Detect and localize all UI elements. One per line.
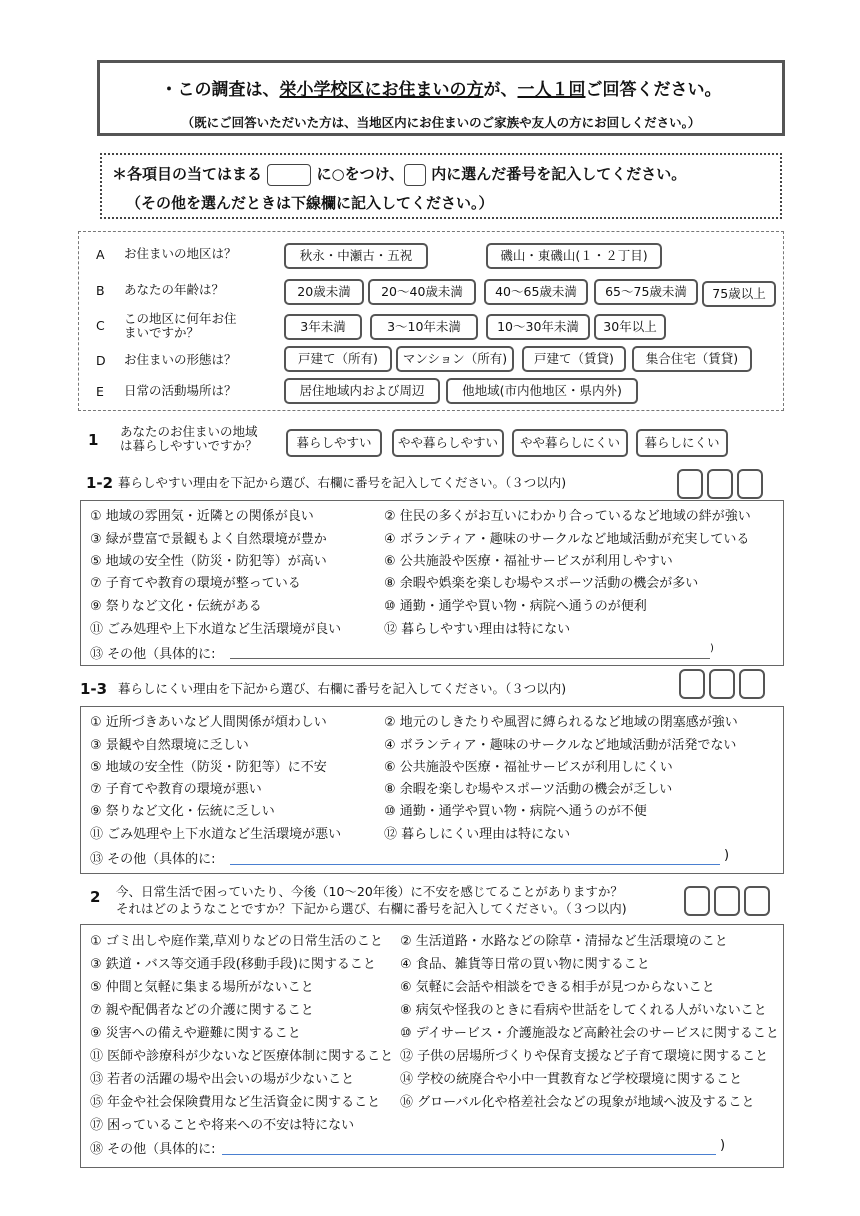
q1-2-answer-box-1[interactable] (677, 469, 703, 499)
q1-2-other-input[interactable] (230, 658, 710, 659)
q2-item: ⑥ 気軽に会話や相談をできる相手が見つからないこと (400, 980, 715, 995)
q1-3-item: ⑤ 地域の安全性（防災・防犯等）に不安 (90, 760, 327, 775)
q1-3-item: ⑨ 祭りなど文化・伝統に乏しい (90, 804, 275, 819)
q1-3-answer-box-3[interactable] (739, 669, 765, 699)
instructions-box (100, 153, 782, 219)
demo-question: 日常の活動場所は？ (124, 383, 237, 398)
q1-2-item: ① 地域の雰囲気・近隣との関係が良い (90, 509, 314, 524)
demo-question: お住まいの地区は？ (124, 246, 237, 261)
q2-item: ⑭ 学校の統廃合や小中一貫教育など学校環境に関すること (400, 1072, 743, 1087)
q2-item: ⑤ 仲間と気軽に集まる場所がないこと (90, 980, 314, 995)
demo-option[interactable]: マンション（所有) (396, 346, 514, 372)
q2-item: ⑪ 医師や診療科が少ないなど医療体制に関すること (90, 1049, 394, 1064)
q2-item: ⑦ 親や配偶者などの介護に関すること (90, 1003, 314, 1018)
demo-option[interactable]: 20歳未満 (284, 279, 364, 305)
demo-option[interactable]: 75歳以上 (702, 281, 776, 307)
q2-answer-box-3[interactable] (744, 886, 770, 916)
header-title: ・この調査は、栄小学校区にお住まいの方が、一人１回ご回答ください。 (160, 80, 722, 100)
demo-letter: A (96, 247, 105, 262)
demo-option[interactable]: 戸建て（賃貸) (522, 346, 626, 372)
q1-3-item: ⑪ ごみ処理や上下水道など生活環境が悪い (90, 827, 342, 842)
demo-question: あなたの年齢は？ (124, 282, 225, 297)
demo-option[interactable]: 秋永・中瀬古・五祝 (284, 243, 428, 269)
q2-answer-box-2[interactable] (714, 886, 740, 916)
q2-item: ③ 鉄道・バス等交通手段(移動手段)に関すること (90, 957, 376, 972)
demo-option[interactable]: 10～30年未満 (486, 314, 590, 340)
option-box-sample (267, 164, 311, 186)
q1-3-other-label: ⑬ その他（具体的に: (90, 852, 216, 867)
q2-item: ④ 食品、雑貨等日常の買い物に関すること (400, 957, 650, 972)
demo-option[interactable]: 居住地域内および周辺 (284, 378, 440, 404)
q1-2-item: ③ 緑が豊富で景観もよく自然環境が豊か (90, 532, 327, 547)
demo-option[interactable]: 65～75歳未満 (594, 279, 698, 305)
q1-3-item: ⑩ 通勤・通学や買い物・病院へ通うのが不便 (384, 804, 647, 819)
header-note: （既にご回答いただいた方は、当地区内にお住まいのご家族や友人の方にお回しください。） (181, 115, 701, 130)
q1-3-item: ③ 景観や自然環境に乏しい (90, 738, 249, 753)
demo-option[interactable]: 30年以上 (594, 314, 666, 340)
demo-question: この地区に何年お住 まいですか？ (124, 311, 237, 340)
survey-header (97, 60, 785, 136)
q2-item: ⑩ デイサービス・介護施設など高齢社会のサービスに関すること (400, 1026, 779, 1041)
q2-item: ⑮ 年金や社会保険費用など生活資金に関すること (90, 1095, 381, 1110)
q1-2-item: ⑪ ごみ処理や上下水道など生活環境が良い (90, 622, 342, 637)
q1-2-answer-box-2[interactable] (707, 469, 733, 499)
q1-3-item: ⑧ 余暇を楽しむ場やスポーツ活動の機会が乏しい (384, 782, 673, 797)
q2-item: ② 生活道路・水路などの除草・清掃など生活環境のこと (400, 934, 728, 949)
demo-option[interactable]: 3～10年未満 (370, 314, 478, 340)
instruction-line-2: （その他を選んだときは下線欄に記入してください。） (126, 194, 494, 212)
q2-item: ⑯ グローバル化や格差社会などの現象が地域へ波及すること (400, 1095, 755, 1110)
q1-2-item: ⑨ 祭りなど文化・伝統がある (90, 599, 262, 614)
demo-option[interactable]: 他地域(市内他地区・県内外) (446, 378, 638, 404)
q1-2-answer-box-3[interactable] (737, 469, 763, 499)
q1-2-item: ④ ボランティア・趣味のサークルなど地域活動が充実している (384, 532, 750, 547)
number-box-sample (404, 164, 426, 186)
q1-3-other-close: ) (724, 848, 730, 863)
q1-option[interactable]: やや暮らしやすい (392, 429, 504, 457)
q1-2-item: ⑧ 余暇や娯楽を楽しむ場やスポーツ活動の機会が多い (384, 576, 699, 591)
instruction-line-1: ＊各項目の当てはまる に○をつけ、 内に選んだ番号を記入してください。 (112, 163, 686, 186)
q1-2-item: ⑤ 地域の安全性（防災・防犯等）が高い (90, 554, 327, 569)
q2-question-line-2: それはどのようなことですか？下記から選び、右欄に番号を記入してください。（３つ以内) (116, 901, 627, 916)
demo-letter: E (96, 384, 104, 399)
q1-2-item: ⑫ 暮らしやすい理由は特にない (384, 622, 571, 637)
q1-2-item: ⑥ 公共施設や医療・福祉サービスが利用しやすい (384, 554, 673, 569)
q1-2-item: ⑩ 通勤・通学や買い物・病院へ通うのが便利 (384, 599, 647, 614)
q1-3-item: ⑫ 暮らしにくい理由は特にない (384, 827, 571, 842)
q1-option[interactable]: 暮らしやすい (286, 429, 382, 457)
q1-2-question: 暮らしやすい理由を下記から選び、右欄に番号を記入してください。（３つ以内) (118, 475, 567, 490)
q1-question: あなたのお住まいの地域 は暮らしやすいですか？ (120, 424, 258, 453)
q1-2-other-close: ) (710, 643, 714, 654)
q1-3-item: ⑦ 子育てや教育の環境が悪い (90, 782, 262, 797)
q1-3-number: 1-3 (80, 680, 108, 698)
q1-3-answer-box-2[interactable] (709, 669, 735, 699)
q2-item: ⑧ 病気や怪我のときに看病や世話をしてくれる人がいないこと (400, 1003, 767, 1018)
demo-letter: D (96, 353, 106, 368)
demo-option[interactable]: 戸建て（所有) (284, 346, 392, 372)
q2-number: 2 (90, 888, 101, 906)
q1-option[interactable]: 暮らしにくい (636, 429, 728, 457)
q1-3-question: 暮らしにくい理由を下記から選び、右欄に番号を記入してください。（３つ以内) (118, 681, 567, 696)
q2-question-line-1: 今、日常生活で困っていたり、今後（10～20年後）に不安を感じてることがありますか？ (116, 884, 623, 899)
demo-letter: C (96, 318, 105, 333)
q1-2-item: ② 住民の多くがお互いにわかり合っているなど地域の絆が強い (384, 509, 751, 524)
q1-3-item: ① 近所づきあいなど人間関係が煩わしい (90, 715, 327, 730)
q1-option[interactable]: やや暮らしにくい (512, 429, 628, 457)
q1-3-answer-box-1[interactable] (679, 669, 705, 699)
q2-item: ① ゴミ出しや庭作業,草刈りなどの日常生活のこと (90, 934, 383, 949)
q1-2-number: 1-2 (86, 474, 114, 492)
q2-other-label: ⑱ その他（具体的に: (90, 1142, 216, 1157)
demo-option[interactable]: 3年未満 (284, 314, 362, 340)
demo-option[interactable]: 集合住宅（賃貸) (632, 346, 752, 372)
q2-item: ⑬ 若者の活躍の場や出会いの場が少ないこと (90, 1072, 355, 1087)
q1-3-other-input[interactable] (230, 864, 720, 865)
q2-other-input[interactable] (222, 1154, 716, 1155)
demo-option[interactable]: 磯山・東磯山(１・２丁目) (486, 243, 662, 269)
q1-2-item: ⑦ 子育てや教育の環境が整っている (90, 576, 301, 591)
q1-3-item: ④ ボランティア・趣味のサークルなど地域活動が活発でない (384, 738, 737, 753)
q1-3-item: ② 地元のしきたりや風習に縛られるなど地域の閉塞感が強い (384, 715, 738, 730)
q2-item: ⑰ 困っていることや将来への不安は特にない (90, 1118, 355, 1133)
q1-2-other-label: ⑬ その他（具体的に: (90, 647, 216, 662)
demo-option[interactable]: 40～65歳未満 (484, 279, 588, 305)
demo-letter: B (96, 283, 105, 298)
q1-number: 1 (88, 431, 99, 449)
q2-other-close: ) (720, 1138, 726, 1153)
demo-option[interactable]: 20～40歳未満 (368, 279, 476, 305)
demo-question: お住まいの形態は？ (124, 352, 237, 367)
q1-3-item: ⑥ 公共施設や医療・福祉サービスが利用しにくい (384, 760, 673, 775)
q2-item: ⑨ 災害への備えや避難に関すること (90, 1026, 301, 1041)
q2-item: ⑫ 子供の居場所づくりや保育支援など子育て環境に関すること (400, 1049, 769, 1064)
q2-answer-box-1[interactable] (684, 886, 710, 916)
